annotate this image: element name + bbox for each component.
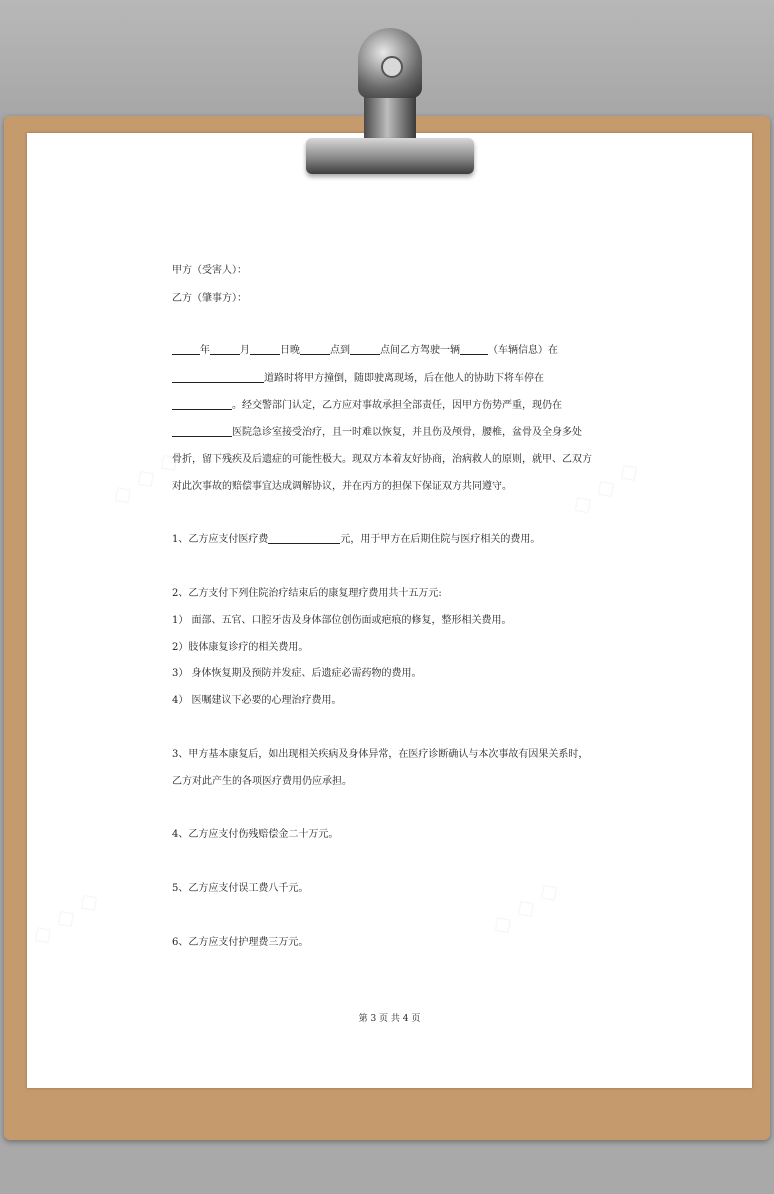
document-page xyxy=(27,133,752,1088)
blank-year[interactable] xyxy=(172,344,200,355)
item-2-title: 2、乙方支付下列住院治疗结束后的康复理疗费用共十五万元: xyxy=(172,588,442,599)
text: 日晚 xyxy=(280,345,300,356)
item-2-sub-1: 1） 面部、五官、口腔牙齿及身体部位创伤面或疤痕的修复，整形相关费用。 xyxy=(172,615,512,626)
clip-hole xyxy=(381,56,403,78)
blank-road[interactable] xyxy=(172,372,264,383)
blank-day[interactable] xyxy=(250,344,280,355)
party-a-line: 甲方（受害人）： xyxy=(172,265,247,276)
blank-medical-fee[interactable] xyxy=(268,533,340,544)
item-6: 6、乙方应支付护理费三万元。 xyxy=(172,937,309,948)
blank-location[interactable] xyxy=(172,399,232,410)
party-b-line: 乙方（肇事方）： xyxy=(172,293,247,304)
para1-line6: 对此次事故的赔偿事宜达成调解协议，并在丙方的担保下保证双方共同遵守。 xyxy=(172,481,512,492)
text: 元，用于甲方在后期住院与医疗相关的费用。 xyxy=(340,534,541,545)
para1-line2 xyxy=(172,372,544,386)
text: （车辆信息）在 xyxy=(488,345,558,356)
para1-line3 xyxy=(172,399,562,413)
text: 1、乙方应支付医疗费 xyxy=(172,534,269,545)
text: 医院急诊室接受治疗，且一时难以恢复，并且伤及颅骨，腰椎，盆骨及全身多处 xyxy=(232,427,582,438)
clip-base xyxy=(306,138,474,174)
item-3-line2: 乙方对此产生的各项医疗费用仍应承担。 xyxy=(172,776,352,787)
para1-line1 xyxy=(172,344,558,358)
watermark: ◇ ◇ ◇ xyxy=(25,883,106,953)
text: 年 xyxy=(200,345,210,356)
item-2-sub-3: 3） 身体恢复期及预防并发症、后遗症必需药物的费用。 xyxy=(172,668,422,679)
text: 月 xyxy=(240,345,250,356)
text: 。经交警部门认定，乙方应对事故承担全部责任，因甲方伤势严重，现仍在 xyxy=(232,400,562,411)
blank-hospital[interactable] xyxy=(172,426,232,437)
item-2-sub-2: 2）肢体康复诊疗的相关费用。 xyxy=(172,642,309,653)
item-3-line1: 3、甲方基本康复后，如出现相关疾病及身体异常，在医疗诊断确认与本次事故有因果关系时， xyxy=(172,749,589,760)
item-1 xyxy=(172,533,540,547)
blank-hour-start[interactable] xyxy=(300,344,330,355)
watermark: ◇ ◇ ◇ xyxy=(105,443,186,513)
para1-line5: 骨折，留下残疾及后遗症的可能性极大。现双方本着友好协商，治病救人的原则，就甲、乙双方 xyxy=(172,454,592,465)
text: 道路时将甲方撞倒，随即驶离现场，后在他人的协助下将车停在 xyxy=(264,373,544,384)
para1-line4 xyxy=(172,426,582,440)
watermark: ◇ ◇ ◇ xyxy=(485,873,566,943)
watermark: ◇ ◇ ◇ xyxy=(565,453,646,523)
text: 点间乙方驾驶一辆 xyxy=(380,345,460,356)
item-4: 4、乙方应支付伤残赔偿金二十万元。 xyxy=(172,829,339,840)
blank-vehicle[interactable] xyxy=(460,344,488,355)
blank-month[interactable] xyxy=(210,344,240,355)
item-5: 5、乙方应支付误工费八千元。 xyxy=(172,883,309,894)
blank-hour-end[interactable] xyxy=(350,344,380,355)
text: 点到 xyxy=(330,345,350,356)
page-number: 第 3 页 共 4 页 xyxy=(358,1014,421,1024)
item-2-sub-4: 4） 医嘱建议下必要的心理治疗费用。 xyxy=(172,695,342,706)
